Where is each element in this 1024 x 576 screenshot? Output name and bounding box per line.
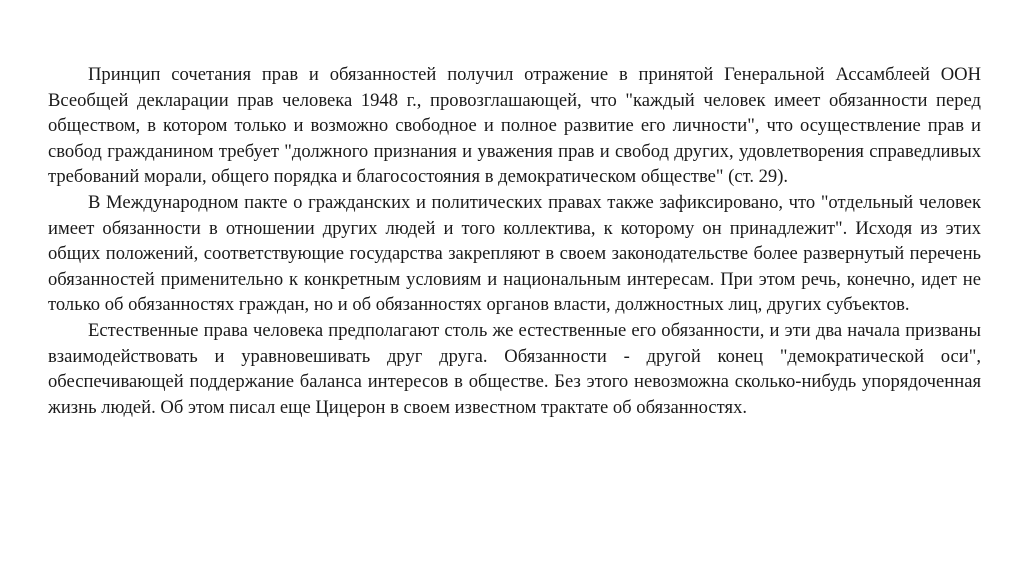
paragraph-1: Принцип сочетания прав и обязанностей получил отражение в принятой Генеральной Ассамблеей ООН Всеобщей декларации прав человека 1948 г., провозглашающей, что "каждый человек имеет обязанности перед обществом, в котором только и возможно свободное и полное развитие его личности", что осуществление прав и свобод гражданином требует "должного признания и уважения прав и свобод других, удовлетворения справедливых требований морали, общего порядка и благосостояния в демократическом обществе" (ст. 29). <box>48 64 981 188</box>
paragraph-3: Естественные права человека предполагают столь же естественные его обязанности, и эти два начала призваны взаимодействовать и уравновешивать друг друга. Обязанности - другой конец "демократической оси", обеспечивающей поддержание баланса интересов в обществе. Без этого невозможна сколько-нибудь упорядоченная жизнь людей. Об этом писал еще Цицерон в своем известном трактате об обязанностях. <box>48 319 981 418</box>
paragraph-2: В Международном пакте о гражданских и политических правах также зафиксировано, что "отдельный человек имеет обязанности в отношении других людей и того коллектива, к которому он принадлежит". Исходя из этих общих положений, соответствующие государства закрепляют в своем законодательстве более развернутый перечень обязанностей применительно к конкретным условиям и национальным интересам. При этом речь, конечно, идет не только об обязанностях граждан, но и об обязанностях органов власти, должностных лиц, других субъектов. <box>48 191 981 316</box>
body-text <box>48 62 981 420</box>
